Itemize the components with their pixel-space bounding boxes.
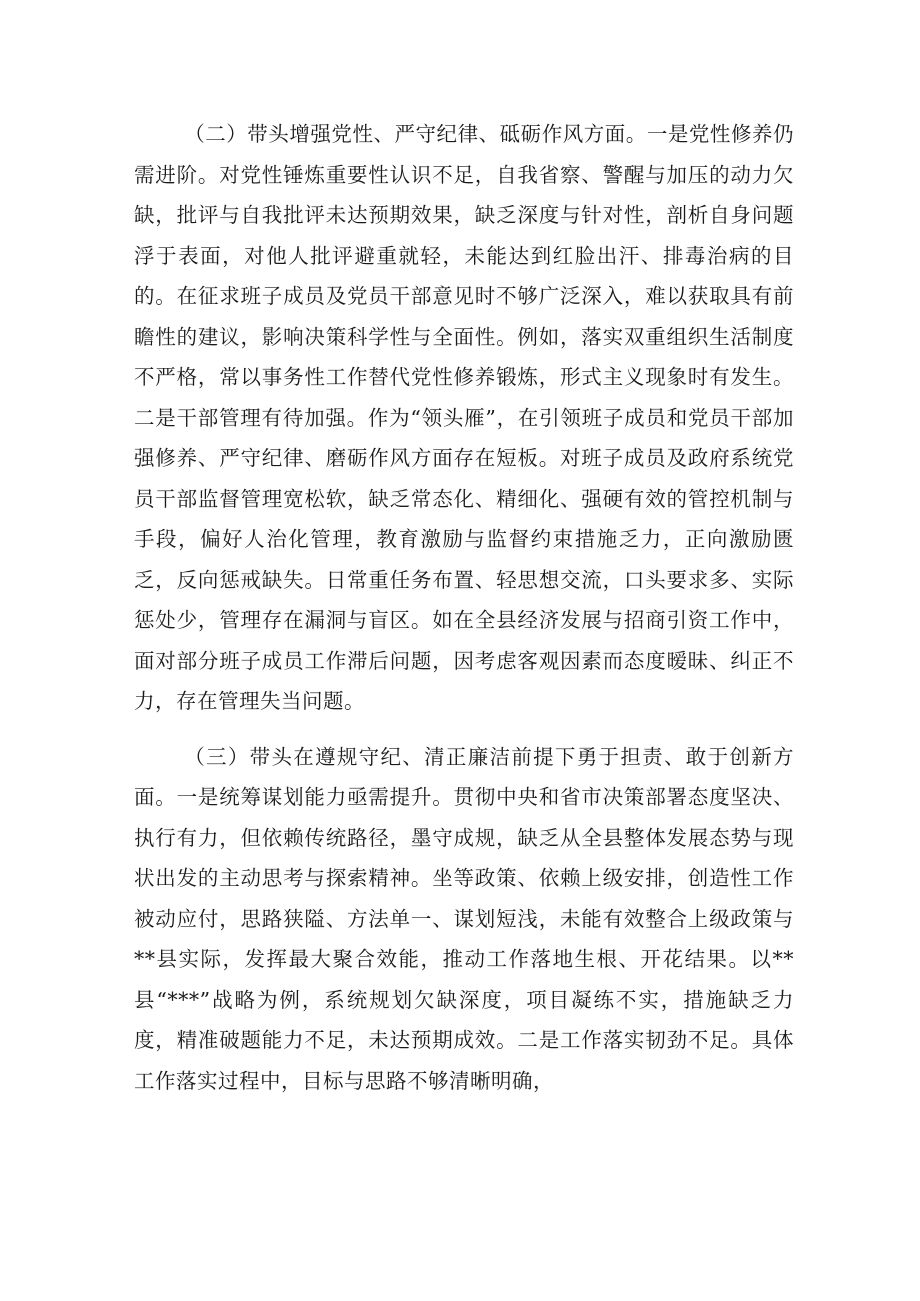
paragraph-section-three: （三）带头在遵规守纪、清正廉洁前提下勇于担责、敢于创新方面。一是统筹谋划能力亟需提升。贯彻中央和省市决策部署态度坚决、执行有力，但依赖传统路径，墨守成规，缺乏从全县整体发展态势与现状出发的主动思考与探索精神。坐等政策、依赖上级安排，创造性工作被动应付，思路狭隘、方法单一、谋划短浅，未能有效整合上级政策与**县实际，发挥最大聚合效能，推动工作落地生根、开花结果。以**县“***”战略为例，系统规划欠缺深度，项目凝练不实，措施缺乏力度，精准破题能力不足，未达预期成效。二是工作落实韧劲不足。具体工作落实过程中，目标与思路不够清晰明确， — [134, 744, 794, 1093]
paragraph-section-two: （二）带头增强党性、严守纪律、砥砺作风方面。一是党性修养仍需进阶。对党性锤炼重要性认识不足，自我省察、警醒与加压的动力欠缺，批评与自我批评未达预期效果，缺乏深度与针对性，剖析自身问题浮于表面，对他人批评避重就轻，未能达到红脸出汗、排毒治病的目的。在征求班子成员及党员干部意见时不够广泛深入，难以获取具有前瞻性的建议，影响决策科学性与全面性。例如，落实双重组织生活制度不严格，常以事务性工作替代党性修养锻炼，形式主义现象时有发生。二是干部管理有待加强。作为“领头雁”，在引领班子成员和党员干部加强修养、严守纪律、磨砺作风方面存在短板。对班子成员及政府系统党员干部监督管理宽松软，缺乏常态化、精细化、强硬有效的管控机制与手段，偏好人治化管理，教育激励与监督约束措施乏力，正向激励匮乏，反向惩戒缺失。日常重任务布置、轻思想交流，口头要求多、实际惩处少，管理存在漏洞与盲区。如在全县经济发展与招商引资工作中，面对部分班子成员工作滞后问题，因考虑客观因素而态度暧昧、纠正不力，存在管理失当问题。 — [134, 122, 794, 713]
